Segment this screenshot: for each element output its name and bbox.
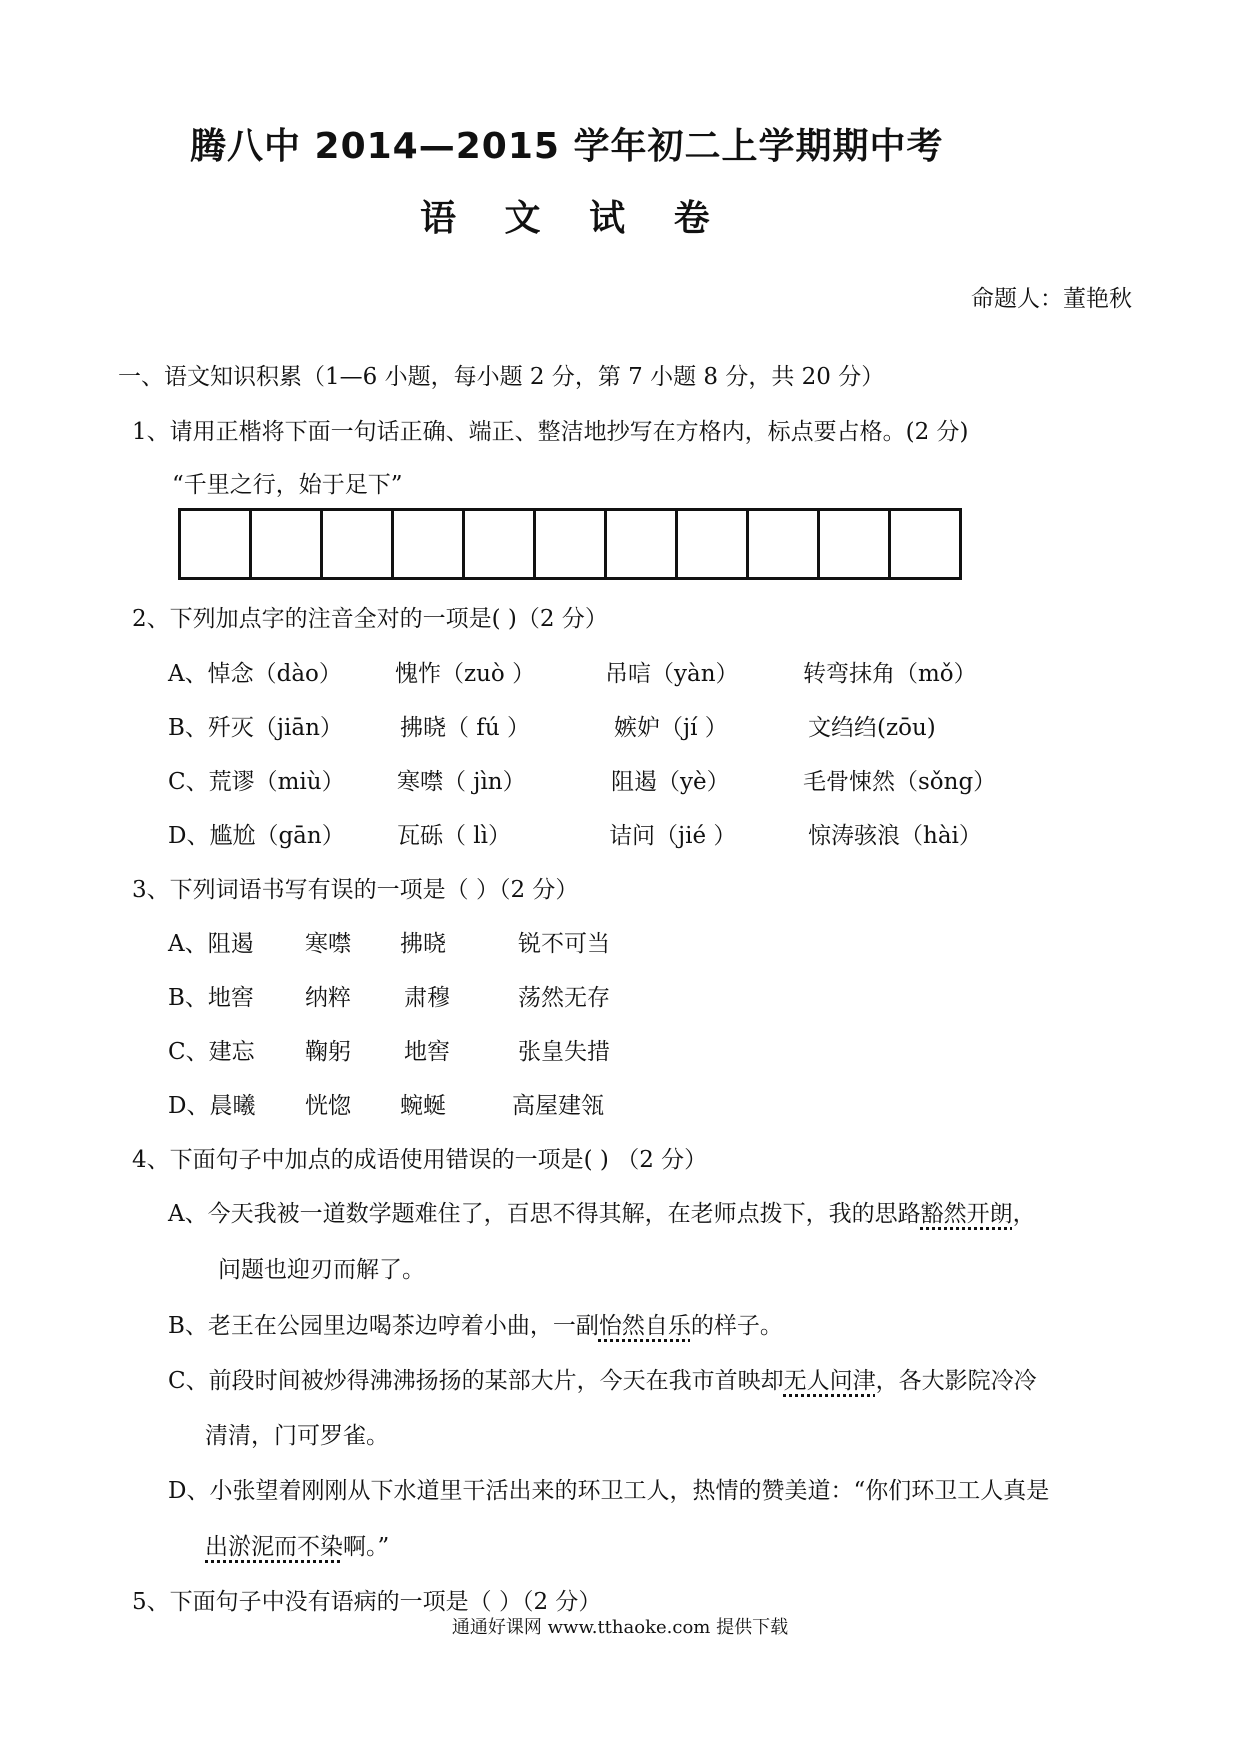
q3-option-d-3: 蜿蜒 — [400, 1093, 446, 1119]
grid-cell[interactable] — [465, 511, 536, 577]
writing-grid — [178, 508, 962, 580]
q3-option-a-1: A、阻遏 — [168, 931, 254, 957]
q4-option-a-line-2: 问题也迎刃而解了。 — [218, 1257, 425, 1283]
q4-c-dotted-idiom: 无人问津 — [783, 1368, 876, 1394]
q2-option-c-1: C、荒谬（miù） — [168, 769, 345, 795]
q2-option-b-2: 拂晓（ fú ） — [400, 715, 530, 741]
q4-option-b — [168, 1307, 783, 1340]
q4-b-text: B、老王在公园里边喝茶边哼着小曲，一副 — [168, 1313, 599, 1339]
grid-cell[interactable] — [678, 511, 749, 577]
author-line: 命题人：董艳秋 — [971, 286, 1132, 312]
q4-a-punct: ， — [1012, 1201, 1036, 1227]
q3-option-c-2: 鞠躬 — [305, 1039, 351, 1065]
q4-a-dotted-idiom: 豁然开朗 — [920, 1201, 1013, 1227]
question-5-stem: 5、下面句子中没有语病的一项是（ ）（2 分） — [132, 1589, 602, 1615]
q4-b-dotted-idiom: 怡然自乐 — [598, 1313, 691, 1339]
q3-option-c-3: 地窖 — [404, 1039, 450, 1065]
page-footer: 通通好课网 www.tthaoke.com 提供下载 — [451, 1617, 789, 1638]
q2-option-c-2: 寒噤（ jìn） — [397, 769, 526, 795]
q2-option-d-2: 瓦砾（ lì） — [397, 823, 512, 849]
q3-option-c-4: 张皇失措 — [518, 1039, 610, 1065]
grid-cell[interactable] — [749, 511, 820, 577]
grid-cell[interactable] — [536, 511, 607, 577]
q2-option-d-4: 惊涛骇浪（hài） — [808, 823, 982, 849]
q3-option-a-3: 拂晓 — [400, 931, 446, 957]
q4-a-text: A、今天我被一道数学题难住了，百思不得其解，在老师点拨下，我的思路 — [168, 1201, 921, 1227]
q3-option-c-1: C、建忘 — [168, 1039, 255, 1065]
question-1-quote: “千里之行，始于足下” — [172, 472, 403, 498]
q2-option-b-4: 文绉绉(zōu) — [808, 715, 936, 741]
q2-option-c-3: 阻遏（yè） — [611, 769, 730, 795]
q2-option-d-3: 诘问（jié ） — [609, 823, 737, 849]
q4-option-c-line-1 — [168, 1362, 1037, 1395]
question-3-stem: 3、下列词语书写有误的一项是（ ）（2 分） — [132, 877, 579, 903]
q3-option-b-2: 纳粹 — [305, 985, 351, 1011]
q4-c-text-end: ，各大影院冷冷 — [875, 1368, 1037, 1394]
grid-cell[interactable] — [252, 511, 323, 577]
grid-cell[interactable] — [181, 511, 252, 577]
q4-option-d-line-2 — [205, 1528, 389, 1561]
q3-option-b-3: 肃穆 — [404, 985, 450, 1011]
q2-option-d-1: D、尴尬（gān） — [168, 823, 345, 849]
grid-cell[interactable] — [323, 511, 394, 577]
q2-option-c-4: 毛骨悚然（sǒng） — [803, 769, 997, 795]
q4-option-d-line-1: D、小张望着刚刚从下水道里干活出来的环卫工人，热情的赞美道：“你们环卫工人真是 — [168, 1478, 1050, 1504]
q4-d-dotted-idiom: 出淤泥而不染 — [205, 1534, 343, 1560]
q4-option-a-line-1 — [168, 1195, 1036, 1228]
q2-option-a-2: 愧怍（zuò ） — [395, 661, 536, 687]
question-2-stem: 2、下列加点字的注音全对的一项是( )（2 分） — [132, 606, 608, 632]
q3-option-a-2: 寒噤 — [305, 931, 351, 957]
exam-subtitle: 语 文 试 卷 — [420, 198, 728, 239]
exam-title: 腾八中 2014—2015 学年初二上学期期中考 — [190, 126, 944, 167]
q2-option-b-3: 嫉妒（jí ） — [614, 715, 728, 741]
q4-b-text-end: 的样子。 — [690, 1313, 783, 1339]
q3-option-d-1: D、晨曦 — [168, 1093, 256, 1119]
q2-option-a-3: 吊唁（yàn） — [605, 661, 739, 687]
q3-option-a-4: 锐不可当 — [518, 931, 610, 957]
q3-option-b-4: 荡然无存 — [518, 985, 610, 1011]
q4-option-c-line-2: 清清，门可罗雀。 — [205, 1423, 389, 1449]
grid-cell[interactable] — [394, 511, 465, 577]
grid-cell[interactable] — [891, 511, 959, 577]
q4-c-text: C、前段时间被炒得沸沸扬扬的某部大片，今天在我市首映却 — [168, 1368, 784, 1394]
grid-cell[interactable] — [820, 511, 891, 577]
q2-option-a-4: 转弯抹角（mǒ） — [803, 661, 977, 687]
q4-d-text-end: 啊。” — [343, 1534, 390, 1560]
grid-cell[interactable] — [607, 511, 678, 577]
q3-option-b-1: B、地窖 — [168, 985, 254, 1011]
question-4-stem: 4、下面句子中加点的成语使用错误的一项是( ) （2 分） — [132, 1147, 708, 1173]
q3-option-d-4: 高屋建瓴 — [512, 1093, 604, 1119]
q2-option-b-1: B、歼灭（jiān） — [168, 715, 343, 741]
question-1-stem: 1、请用正楷将下面一句话正确、端正、整洁地抄写在方格内，标点要占格。(2 分) — [132, 419, 969, 445]
q2-option-a-1: A、悼念（dào） — [168, 661, 342, 687]
section-heading: 一、语文知识积累（1—6 小题，每小题 2 分，第 7 小题 8 分，共 20 分） — [118, 364, 885, 390]
q3-option-d-2: 恍惚 — [305, 1093, 351, 1119]
